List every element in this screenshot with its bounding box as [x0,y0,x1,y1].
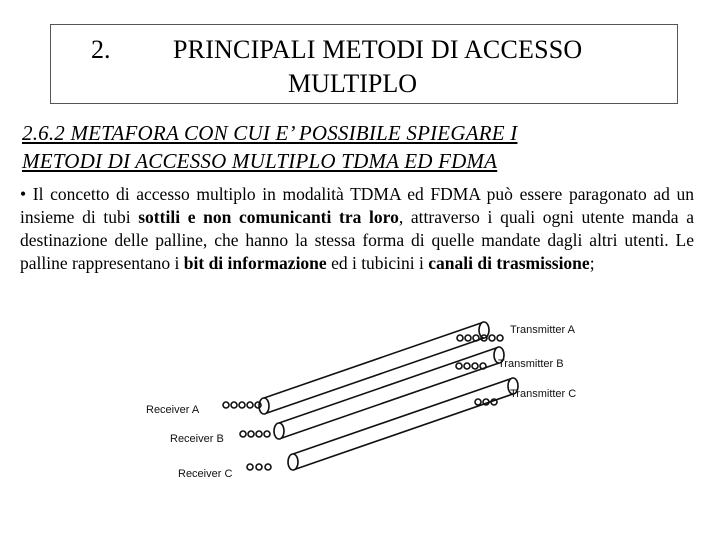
receiver-a-label: Receiver A [146,404,200,416]
transmitter-b-label: Transmitter B [498,358,564,370]
title-box [50,24,678,104]
section-heading-line1: 2.6.2 METAFORA CON CUI E’ POSSIBILE SPIEGARE I [22,121,518,145]
paragraph-text-3: ed i tubicini i [326,253,429,273]
receiver-b-balls [240,431,270,437]
section-number: 2. [91,35,111,64]
paragraph-text-2: , attraverso i quali ogni utente manda a destinazione delle palline, che hanno la stessa forma di quelle mandate dagli altri utenti. Le palline rappresentano i [20,207,694,273]
transmitter-a-label: Transmitter A [510,324,575,336]
receiver-a-balls [223,402,261,408]
page-title-line1: PRINCIPALI METODI DI ACCESSO [173,35,583,64]
paragraph-bold-3: canali di trasmissione [428,253,590,273]
paragraph-bold-1: sottili e non comunicanti tra loro [138,207,399,227]
receiver-c-label: Receiver C [178,468,233,480]
tube-a [259,322,489,414]
transmitter-c-label: Transmitter C [510,388,577,400]
tubes-diagram [140,318,600,498]
section-heading [22,119,712,175]
section-heading-line2: METODI DI ACCESSO MULTIPLO TDMA ED FDMA [22,149,498,173]
paragraph-text-4: ; [589,253,595,273]
transmitter-b-balls [456,363,486,369]
paragraph-text-1: • Il concetto di accesso multiplo in modalità TDMA ed FDMA può essere paragonato ad un insieme di tubi [20,184,694,227]
paragraph-bold-2: bit di informazione [183,253,327,273]
receiver-c-balls [247,464,271,470]
body-paragraph [20,183,694,275]
page-title-line2: MULTIPLO [288,69,418,98]
receiver-b-label: Receiver B [170,433,224,445]
